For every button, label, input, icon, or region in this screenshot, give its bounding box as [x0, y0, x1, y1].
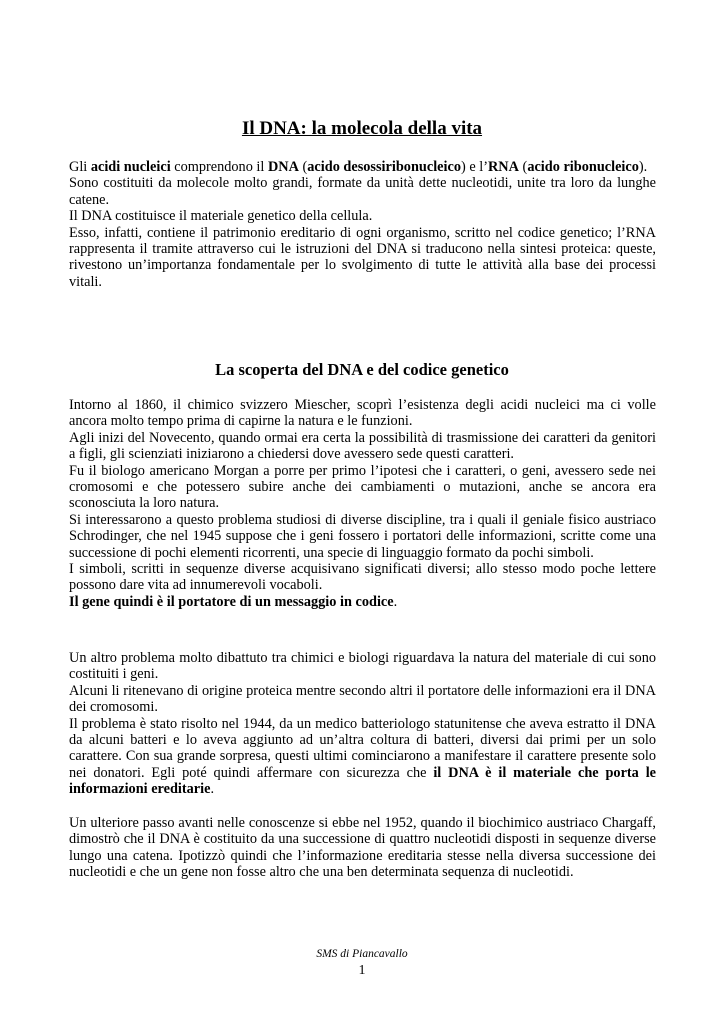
term-acido-ribonucleico: acido ribonucleico — [527, 159, 639, 175]
section-paragraph-2: Agli inizi del Novecento, quando ormai era certa la possibilità di trasmissione dei caratteri da genitori a figli, gli scienziati iniziarono a chiedersi dove avessero sede questi caratteri. — [69, 429, 656, 463]
footer-school-name: SMS di Piancavallo — [316, 948, 408, 960]
section-paragraph-9 — [69, 716, 656, 798]
section-block-2 — [69, 650, 656, 798]
text-run: ( — [518, 159, 528, 175]
text-run: Gli — [69, 159, 91, 175]
text-run: comprendono il — [170, 159, 268, 175]
section-paragraph-5: I simboli, scritti in sequenze diverse acquisivano significati diversi; allo stesso modo poche lettere possono dare vita ad innumerevoli vocaboli. — [69, 561, 656, 594]
intro-block — [69, 159, 656, 290]
section-paragraph-8: Alcuni li ritenevano di origine proteica mentre secondo altri il portatore delle informazioni era il DNA dei cromosomi. — [69, 682, 656, 716]
page-number: 1 — [358, 963, 366, 978]
section-paragraph-1: Intorno al 1860, il chimico svizzero Miescher, scoprì l’esistenza degli acidi nucleici ma ci volle ancora molto tempo prima di capirne la natura e le funzioni. — [69, 397, 656, 430]
section-paragraph-3: Fu il biologo americano Morgan a porre per primo l’ipotesi che i caratteri, o geni, avessero sede nei cromosomi e che potessero subire anche dei cambiamenti o mutazioni, anche se ancora era sconosciuta la loro natura. — [69, 462, 656, 512]
key-statement: il DNA è il materiale che porta le informazioni ereditarie — [69, 764, 657, 798]
text-run: ) e l’ — [460, 159, 488, 175]
intro-paragraph-1 — [69, 159, 656, 175]
intro-paragraph-3: Il DNA costituisce il materiale genetico della cellula. — [69, 208, 373, 225]
term-rna: RNA — [487, 159, 519, 175]
text-run: ( — [298, 159, 308, 175]
key-statement: Il gene quindi è il portatore di un messaggio in codice — [69, 593, 394, 610]
section-block-3 — [69, 815, 656, 881]
text-run: . — [393, 593, 398, 610]
intro-paragraph-4: Esso, infatti, contiene il patrimonio ereditario di ogni organismo, scritto nel codice genetico; l’RNA rappresenta il tramite attraverso cui le istruzioni del DNA si traducono nella sintesi proteica: queste, rivestono un’importanza fondamentale per lo svolgimento di tutte le attività alla base dei processi vitali. — [69, 224, 656, 290]
text-run: Il problema è stato risolto nel 1944, da un medico batteriologo statunitense che aveva estratto il DNA da alcuni batteri e lo aveva aggiunto ad un’altra coltura di batteri, diversi dai primi per un solo carattere. Con sua grande sorpresa, questi ultimi cominciarono a manifestare il carattere presente solo nei donatori. Egli poté quindi affermare con sicurezza che — [69, 715, 656, 781]
text-run: . — [210, 781, 215, 798]
text-run: ). — [638, 159, 648, 175]
section-block-1 — [69, 397, 656, 610]
term-acido-desossiribonucleico: acido desossiribonucleico — [307, 159, 461, 175]
section-paragraph-7: Un altro problema molto dibattuto tra chimici e biologi riguardava la natura del materiale di cui sono costituiti i geni. — [69, 650, 656, 683]
term-dna: DNA — [267, 159, 299, 175]
term-acidi-nucleici: acidi nucleici — [90, 159, 171, 175]
section-paragraph-10: Un ulteriore passo avanti nelle conoscenze si ebbe nel 1952, quando il biochimico austriaco Chargaff, dimostrò che il DNA è costituito da una successione di quattro nucleotidi disposti in sequenze diverse lungo una catena. Ipotizzò quindi che l’informazione ereditaria stesse nella diversa successione dei nucleotidi e che un gene non fosse altro che una ben determinata sequenza di nucleotidi. — [69, 815, 656, 881]
intro-paragraph-2: Sono costituiti da molecole molto grandi, formate da unità dette nucleotidi, unite tra loro da lunghe catene. — [69, 175, 656, 208]
page-title: Il DNA: la molecola della vita — [241, 118, 483, 139]
section-paragraph-6 — [69, 594, 656, 610]
section-paragraph-4: Si interessarono a questo problema studiosi di diverse discipline, tra i quali il geniale fisico austriaco Schrodinger, che nel 1945 suppose che i geni fossero i portatori delle informazioni, scritte come una successione di pochi elementi ricorrenti, una specie di linguaggio formato da pochi simboli. — [69, 511, 656, 561]
section-title: La scoperta del DNA e del codice genetico — [215, 360, 509, 379]
